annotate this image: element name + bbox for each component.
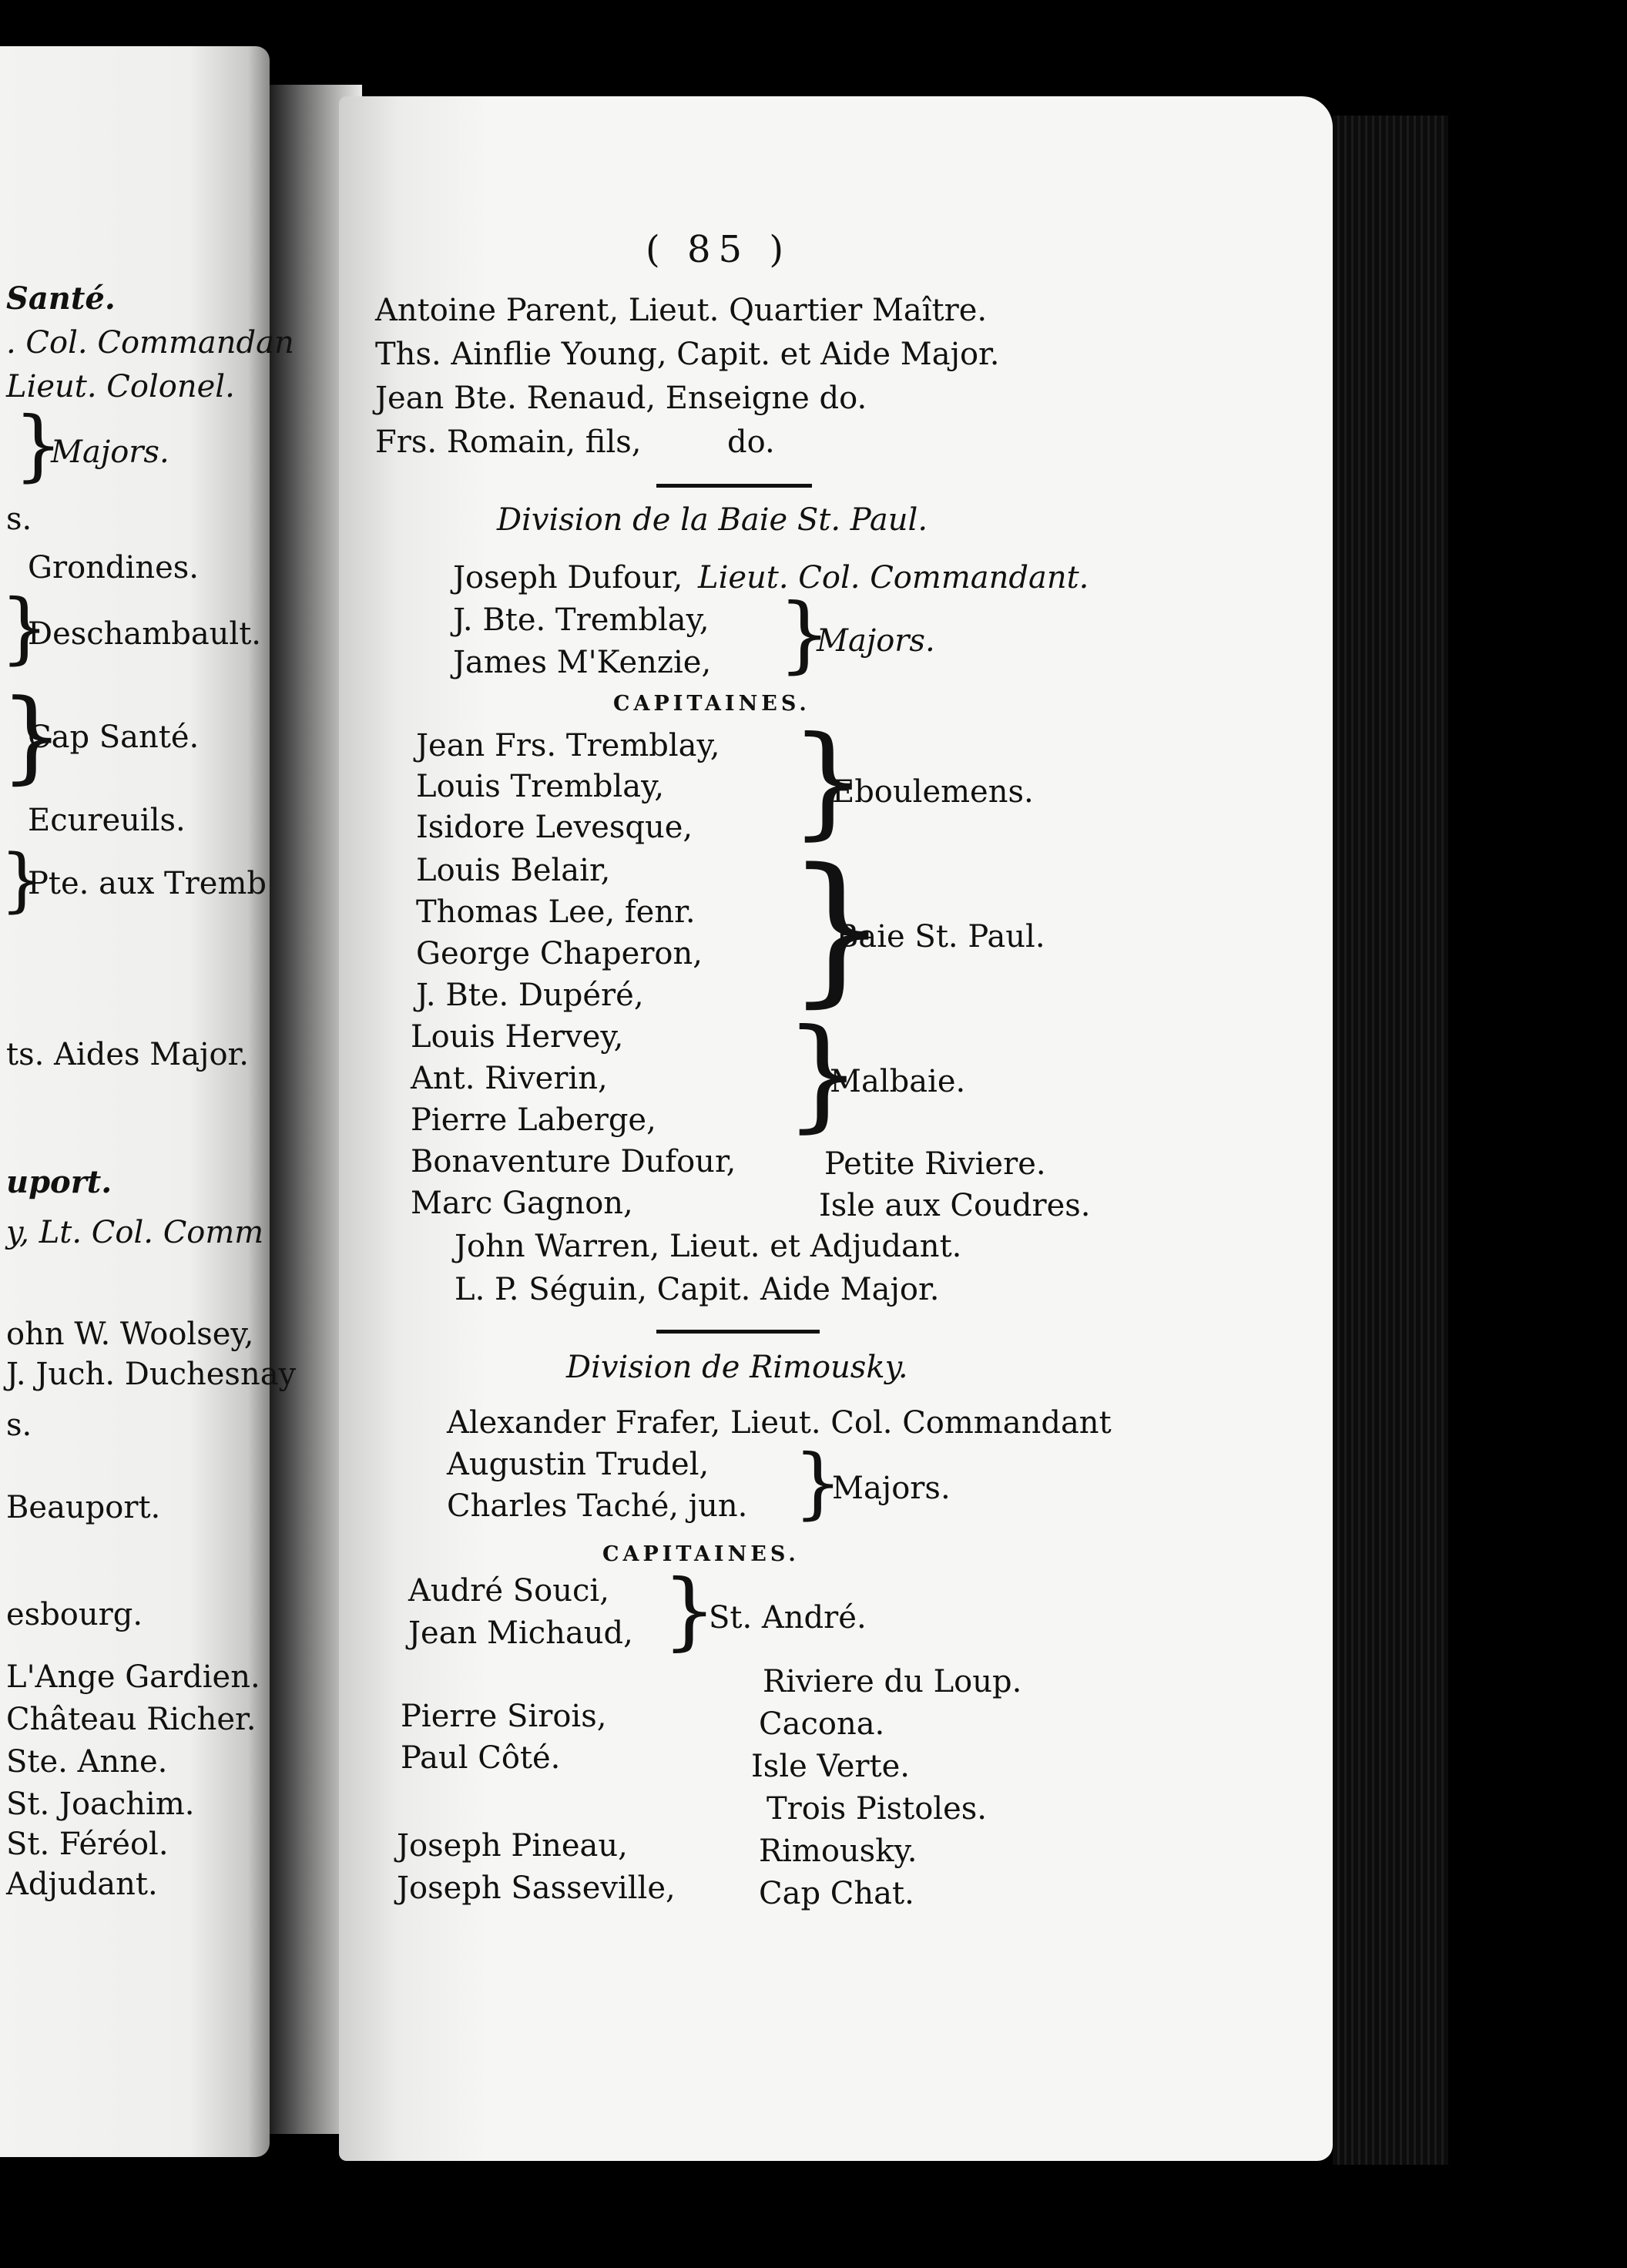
- captain-name: Joseph Pineau,: [397, 1828, 628, 1864]
- section-rule: [656, 484, 812, 488]
- brace: }: [786, 834, 889, 1022]
- left-fragment: Lieut. Colonel.: [6, 369, 235, 404]
- brace: }: [663, 1561, 716, 1659]
- ditto-mark: do.: [727, 424, 775, 460]
- left-fragment: Majors.: [51, 434, 169, 470]
- parish-name: St. André.: [709, 1600, 867, 1636]
- captain-name: Pierre Laberge,: [411, 1102, 656, 1138]
- left-fragment: Château Richer.: [6, 1702, 257, 1737]
- major-name: Charles Taché, jun.: [447, 1488, 748, 1524]
- parish-name: Malbaie.: [830, 1064, 966, 1099]
- captain-name: Joseph Sasseville,: [397, 1870, 676, 1906]
- left-fragment: Deschambault.: [28, 616, 262, 652]
- division-heading: Division de Rimousky.: [566, 1350, 908, 1385]
- captain-name: Thomas Lee, fenr.: [416, 894, 696, 930]
- left-fragment: Adjudant.: [6, 1867, 158, 1902]
- captain-name: Paul Côté.: [401, 1740, 561, 1776]
- book-edge: [1333, 116, 1448, 2165]
- left-fragment: s.: [6, 1407, 32, 1443]
- brace: }: [784, 1003, 862, 1145]
- captain-name: Pierre Sirois,: [401, 1699, 607, 1734]
- brace: }: [790, 710, 867, 852]
- captain-name: Jean Michaud,: [408, 1615, 633, 1651]
- left-fragment: Santé.: [6, 280, 116, 317]
- left-fragment: ts. Aides Major.: [6, 1037, 249, 1072]
- entry-line: Jean Bte. Renaud, Enseigne do.: [375, 381, 867, 416]
- left-fragment: y, Lt. Col. Comm: [6, 1215, 264, 1250]
- captain-name: Audré Souci,: [408, 1573, 609, 1609]
- brace: }: [0, 582, 49, 673]
- majors-label: Majors.: [832, 1471, 951, 1506]
- page-number: ( 85 ): [646, 228, 792, 271]
- left-fragment: Grondines.: [28, 550, 199, 585]
- left-fragment: Ecureuils.: [28, 803, 186, 838]
- brace: }: [14, 400, 63, 490]
- division-heading: Division de la Baie St. Paul.: [497, 502, 928, 538]
- captain-name: Louis Tremblay,: [416, 769, 665, 804]
- parish-name: Isle Verte.: [751, 1749, 910, 1784]
- captain-name: Jean Frs. Tremblay,: [416, 728, 720, 763]
- left-fragment: s.: [6, 502, 32, 537]
- aide-major-line: L. P. Séguin, Capit. Aide Major.: [455, 1272, 940, 1307]
- left-fragment: . Col. Commandan: [6, 325, 294, 361]
- parish-name: Isle aux Coudres.: [819, 1188, 1091, 1223]
- majors-label: Majors.: [817, 623, 935, 659]
- commander-line: Alexander Frafer, Lieut. Col. Commandant: [447, 1405, 1112, 1441]
- left-fragment: ohn W. Woolsey,: [6, 1317, 254, 1352]
- left-fragment: L'Ange Gardien.: [6, 1659, 260, 1695]
- major-name: James M'Kenzie,: [453, 645, 712, 680]
- brace: }: [793, 1438, 843, 1528]
- left-fragment: Pte. aux Tremb: [28, 866, 267, 901]
- parish-name: Baie St. Paul.: [836, 919, 1045, 955]
- major-name: Augustin Trudel,: [447, 1447, 710, 1482]
- captain-name: George Chaperon,: [416, 936, 703, 971]
- captain-name: Ant. Riverin,: [411, 1061, 608, 1096]
- captain-name: Louis Belair,: [416, 853, 611, 888]
- commander-title: Lieut. Col. Commandant.: [698, 560, 1089, 596]
- captain-name: J. Bte. Dupéré,: [416, 978, 644, 1013]
- brace: }: [0, 677, 64, 794]
- capitaines-label: CAPITAINES.: [613, 692, 810, 716]
- adjudant-line: John Warren, Lieut. et Adjudant.: [455, 1229, 962, 1264]
- parish-name: Cacona.: [759, 1706, 885, 1742]
- major-name: J. Bte. Tremblay,: [453, 602, 710, 638]
- captain-name: Isidore Levesque,: [416, 810, 693, 845]
- captain-name: Louis Hervey,: [411, 1019, 624, 1055]
- brace: }: [778, 586, 831, 683]
- left-fragment: Cap Santé.: [28, 720, 200, 755]
- left-fragment: St. Féréol.: [6, 1827, 169, 1862]
- parish-name: Riviere du Loup.: [763, 1664, 1022, 1699]
- left-fragment: St. Joachim.: [6, 1787, 195, 1822]
- captain-name: Marc Gagnon,: [411, 1186, 633, 1221]
- brace: }: [0, 840, 45, 921]
- section-rule: [656, 1330, 820, 1334]
- commander-name: Joseph Dufour,: [453, 560, 683, 596]
- parish-name: Trois Pistoles.: [767, 1791, 988, 1827]
- captain-name: Bonaventure Dufour,: [411, 1144, 736, 1179]
- left-fragment: Ste. Anne.: [6, 1744, 168, 1780]
- left-fragment: esbourg.: [6, 1597, 143, 1632]
- left-fragment: J. Juch. Duchesnay: [6, 1357, 297, 1392]
- parish-name: Petite Riviere.: [824, 1146, 1046, 1182]
- parish-name: Cap Chat.: [759, 1876, 914, 1911]
- entry-line: Frs. Romain, fils,: [375, 424, 642, 460]
- left-fragment: Beauport.: [6, 1490, 161, 1525]
- parish-name: Rimousky.: [759, 1834, 917, 1869]
- entry-line: Ths. Ainflie Young, Capit. et Aide Major.: [375, 337, 1000, 372]
- entry-line: Antoine Parent, Lieut. Quartier Maître.: [375, 293, 988, 328]
- parish-name: Eboulemens.: [832, 774, 1034, 810]
- capitaines-label: CAPITAINES.: [602, 1542, 800, 1566]
- left-fragment: uport.: [6, 1164, 112, 1200]
